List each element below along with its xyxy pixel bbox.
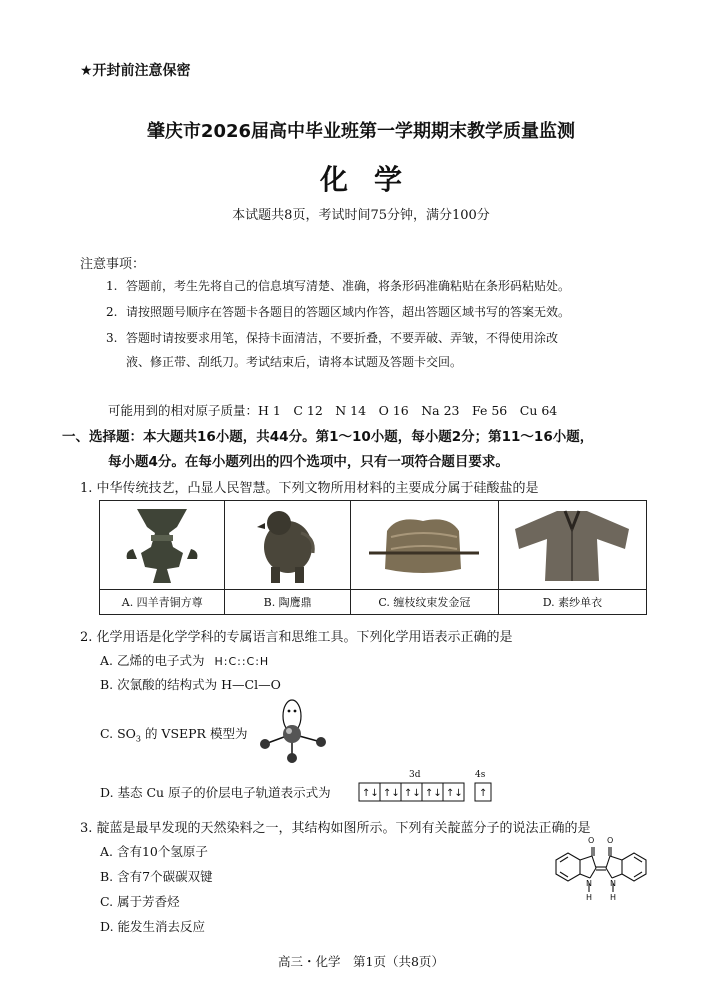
option-d-label: D. 素纱单衣 xyxy=(498,590,646,615)
notice-item: 1. 答题前，考生先将自己的信息填写清楚、准确，将条形码准确粘贴在条形码粘贴处。 xyxy=(106,279,571,293)
option-a-label: A. 四羊青铜方尊 xyxy=(100,590,225,615)
indigo-h-label-left: H xyxy=(586,893,593,902)
indigo-o-label-right: O xyxy=(607,836,614,845)
orbital-label-4s: 4s xyxy=(475,770,486,780)
artifact-table xyxy=(99,500,647,615)
section-heading: 一、选择题：本大题共16小题，共44分。第1～10小题，每小题2分；第11～16小题， 每小题4分。在每小题列出的四个选项中，只有一项符合题目要求。 xyxy=(62,429,594,470)
svg-text:↑↓: ↑↓ xyxy=(425,788,442,799)
notice-item: 液、修正带、刮纸刀。考试结束后，请将本试题及答题卡交回。 xyxy=(126,355,463,369)
orbital-label-3d: 3d xyxy=(409,770,421,780)
question-3-option-c: C. 属于芳香烃 xyxy=(100,894,180,909)
vsepr-model-diagram xyxy=(255,694,331,766)
indigo-structure-diagram xyxy=(548,838,654,906)
svg-text:↑↓: ↑↓ xyxy=(404,788,421,799)
notice-item: 3. 答题时请按要求用笔，保持卡面清洁，不要折叠，不要弄破、弄皱，不得使用涂改 xyxy=(106,331,559,345)
artifact-bronze-zun-image xyxy=(100,501,225,590)
question-3-option-b: B. 含有7个碳碳双键 xyxy=(100,869,213,884)
question-2-option-d: D. 基态 Cu 原子的价层电子轨道表示式为 xyxy=(100,785,331,800)
svg-text:↑↓: ↑↓ xyxy=(446,788,463,799)
question-3-option-a: A. 含有10个氢原子 xyxy=(100,844,208,859)
exam-title: 肇庆市2026届高中毕业班第一学期期末教学质量监测 xyxy=(146,121,576,142)
indigo-n-label-left: N xyxy=(586,879,592,888)
exam-info: 本试题共8页，考试时间75分钟，满分100分 xyxy=(232,208,490,223)
question-2-stem: 2. 化学用语是化学学科的专属语言和思维工具。下列化学用语表示正确的是 xyxy=(80,630,513,645)
question-2-option-b: B. 次氯酸的结构式为 H—Cl—O xyxy=(100,677,281,692)
indigo-o-label-left: O xyxy=(588,836,595,845)
artifact-silk-robe-image xyxy=(498,501,646,590)
orbital-diagram xyxy=(358,781,494,803)
artifact-gold-crown-image xyxy=(350,501,498,590)
page-footer: 高三・化学 第1页（共8页） xyxy=(278,954,444,969)
svg-text:↑↓: ↑↓ xyxy=(383,788,400,799)
svg-text:↑: ↑ xyxy=(479,788,488,799)
indigo-h-label-right: H xyxy=(610,893,617,902)
question-3-option-d: D. 能发生消去反应 xyxy=(100,919,206,934)
option-c-label: C. 缠枝纹束发金冠 xyxy=(350,590,498,615)
atomic-masses: 可能用到的相对原子质量：H 1 C 12 N 14 O 16 Na 23 Fe 56 Cu 64 xyxy=(108,403,558,418)
subject-title: 化学 xyxy=(319,163,428,196)
notice-heading: 注意事项： xyxy=(80,257,146,272)
ethylene-electron-formula: H:C::C:H xyxy=(214,655,270,668)
artifact-eagle-ding-image xyxy=(225,501,350,590)
question-2-option-a: A. 乙烯的电子式为 H:C::C:H xyxy=(100,653,270,668)
notice-item: 2. 请按照题号顺序在答题卡各题目的答题区域内作答，超出答题区域书写的答案无效。 xyxy=(106,305,571,319)
option-b-label: B. 陶鹰鼎 xyxy=(225,590,350,615)
question-1-stem: 1. 中华传统技艺，凸显人民智慧。下列文物所用材料的主要成分属于硅酸盐的是 xyxy=(80,481,539,496)
question-2-option-c: C. $SO_3$ 的 VSEPR 模型为 xyxy=(100,726,248,744)
indigo-n-label-right: N xyxy=(610,879,616,888)
svg-text:↑↓: ↑↓ xyxy=(362,788,379,799)
question-3-stem: 3. 靛蓝是最早发现的天然染料之一，其结构如图所示。下列有关靛蓝分子的说法正确的是 xyxy=(80,821,591,836)
confidential-notice: ★开封前注意保密 xyxy=(80,63,191,79)
